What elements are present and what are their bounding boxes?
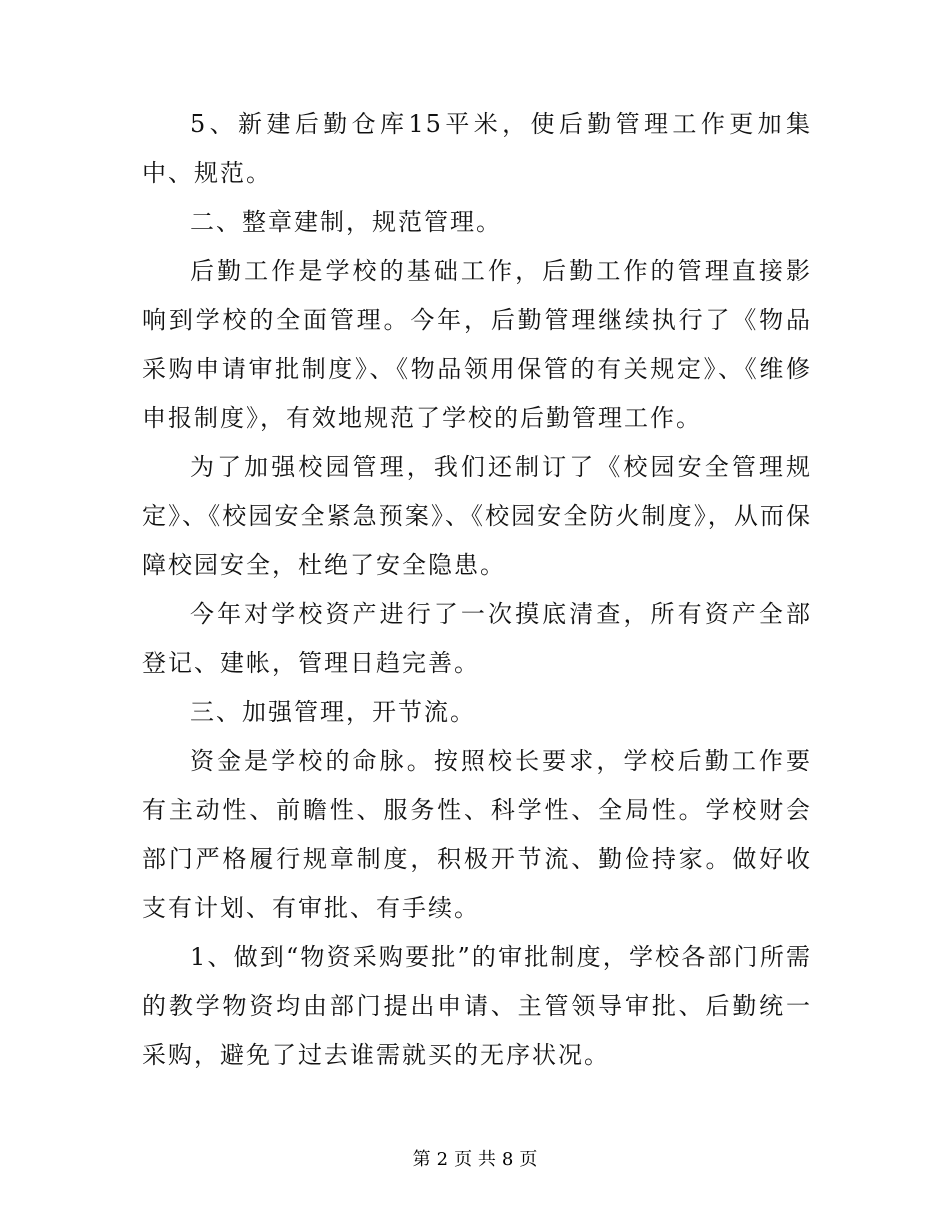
document-body [142, 100, 812, 1080]
footer-prefix: 第 [412, 1149, 431, 1170]
footer-middle: 页 共 [454, 1149, 496, 1170]
section-heading-two: 二、整章建制，规范管理。 [190, 208, 502, 236]
paragraph-asset-inventory: 今年对学校资产进行了一次摸底清查，所有资产全部登记、建帐，管理日趋完善。 [142, 600, 812, 677]
paragraph-funding: 资金是学校的命脉。按照校长要求，学校后勤工作要有主动性、前瞻性、服务性、科学性、全局性。学校财会部门严格履行规章制度，积极开节流、勤俭持家。做好收支有计划、有审批、有手续。 [142, 747, 812, 922]
page-footer [0, 1148, 950, 1172]
section-heading-three: 三、加强管理，开节流。 [190, 698, 476, 726]
paragraph-item-1: 1、做到“物资采购要批”的审批制度，学校各部门所需的教学物资均由部门提出申请、主管领导审批、后勤统一采购，避免了过去谁需就买的无序状况。 [142, 943, 812, 1069]
footer-suffix: 页 [519, 1149, 538, 1170]
paragraph-campus-safety: 为了加强校园管理，我们还制订了《校园安全管理规定》、《校园安全紧急预案》、《校园安全防火制度》，从而保障校园安全，杜绝了安全隐患。 [142, 453, 812, 579]
footer-total-pages: 8 [501, 1149, 514, 1170]
footer-current-page: 2 [436, 1149, 449, 1170]
paragraph-item-5: 5、新建后勤仓库15平米，使后勤管理工作更加集中、规范。 [142, 110, 812, 187]
paragraph-logistics-basis: 后勤工作是学校的基础工作，后勤工作的管理直接影响到学校的全面管理。今年，后勤管理继续执行了《物品采购申请审批制度》、《物品领用保管的有关规定》、《维修申报制度》，有效地规范了学校的后勤管理工作。 [142, 257, 812, 432]
